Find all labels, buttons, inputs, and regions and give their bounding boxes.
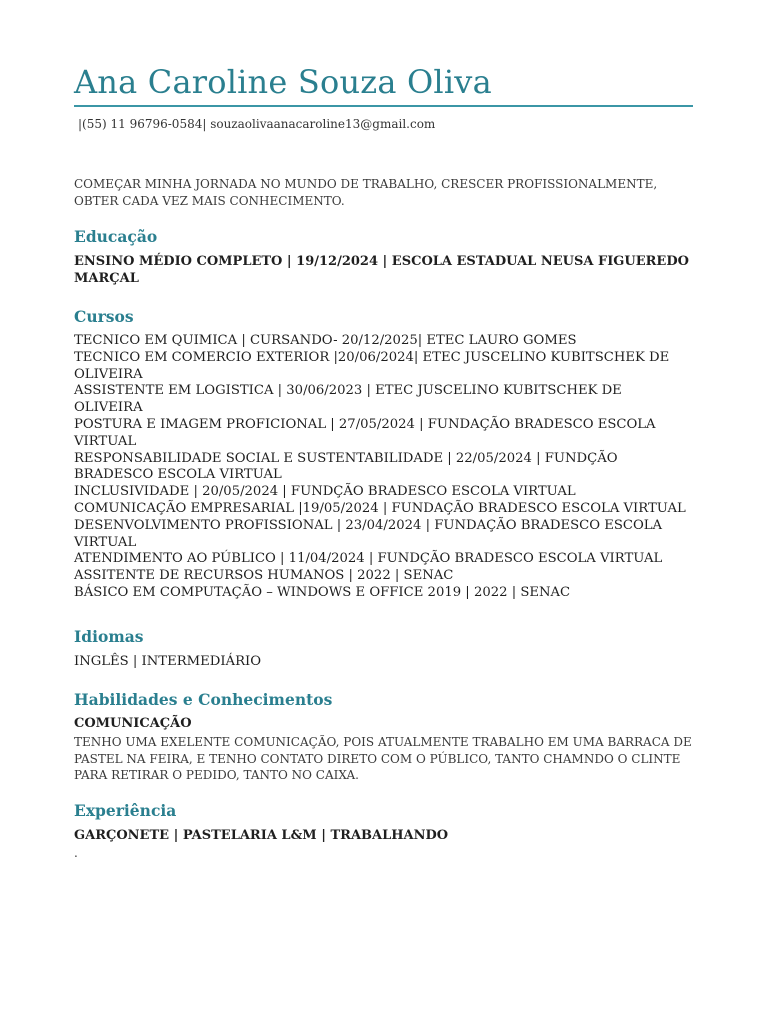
course-item: TECNICO EM QUIMICA | CURSANDO- 20/12/2025| ETEC LAURO GOMES bbox=[74, 333, 577, 348]
course-item: ATENDIMENTO AO PÚBLICO | 11/04/2024 | FUNDÇÃO BRADESCO ESCOLA VIRTUAL bbox=[74, 551, 663, 567]
objective-text: COMEÇAR MINHA JORNADA NO MUNDO DE TRABALHO, CRESCER PROFISSIONALMENTE, OBTER CADA VEZ MAIS CONHECIMENTO. bbox=[74, 177, 658, 208]
course-item: BÁSICO EM COMPUTAÇÃO – WINDOWS E OFFICE 2019 | 2022 | SENAC bbox=[74, 584, 571, 600]
experience-note: . bbox=[74, 846, 78, 860]
experience-heading: Experiência bbox=[74, 801, 177, 820]
courses-heading: Cursos bbox=[74, 307, 134, 326]
course-item: TECNICO EM COMERCIO EXTERIOR |20/06/2024| ETEC JUSCELINO KUBITSCHEK DE OLIVEIRA bbox=[74, 349, 670, 382]
course-item: POSTURA E IMAGEM PROFICIONAL | 27/05/2024 | FUNDAÇÃO BRADESCO ESCOLA VIRTUAL bbox=[74, 416, 656, 449]
course-item: ASSITENTE DE RECURSOS HUMANOS | 2022 | SENAC bbox=[74, 568, 454, 584]
course-item: COMUNICAÇÃO EMPRESARIAL |19/05/2024 | FUNDAÇÃO BRADESCO ESCOLA VIRTUAL bbox=[74, 500, 686, 516]
skills-heading: Habilidades e Conhecimentos bbox=[74, 690, 333, 709]
course-item: ASSISTENTE EM LOGISTICA | 30/06/2023 | ETEC JUSCELINO KUBITSCHEK DE OLIVEIRA bbox=[74, 383, 622, 416]
languages-heading: Idiomas bbox=[74, 627, 144, 646]
candidate-name: Ana Caroline Souza Oliva bbox=[74, 63, 492, 101]
education-entry: ENSINO MÉDIO COMPLETO | 19/12/2024 | ESCOLA ESTADUAL NEUSA FIGUEREDO MARÇAL bbox=[74, 254, 689, 286]
course-item: INCLUSIVIDADE | 20/05/2024 | FUNDÇÃO BRADESCO ESCOLA VIRTUAL bbox=[74, 484, 576, 500]
education-heading: Educação bbox=[74, 227, 158, 246]
contact-line: |(55) 11 96796-0584| souzaolivaanacaroline13@gmail.com bbox=[78, 117, 436, 131]
courses-list bbox=[74, 333, 694, 602]
name-divider bbox=[74, 105, 693, 107]
skill-description: TENHO UMA EXELENTE COMUNICAÇÃO, POIS ATUALMENTE TRABALHO EM UMA BARRACA DE PASTEL NA FEIRA, E TENHO CONTATO DIRETO COM O PÚBLICO, TANTO CHAMNDO O CLINTE PARA RETIRAR O PEDIDO, TANTO NO CAIXA. bbox=[74, 735, 692, 782]
course-item: RESPONSABILIDADE SOCIAL E SUSTENTABILIDADE | 22/05/2024 | FUNDÇÃO BRADESCO ESCOLA VIRTUAL bbox=[74, 450, 618, 483]
course-item: DESENVOLVIMENTO PROFISSIONAL | 23/04/2024 | FUNDAÇÃO BRADESCO ESCOLA VIRTUAL bbox=[74, 517, 663, 550]
skill-title: COMUNICAÇÃO bbox=[74, 716, 192, 731]
language-entry: INGLÊS | INTERMEDIÁRIO bbox=[74, 654, 262, 669]
experience-entry: GARÇONETE | PASTELARIA L&M | TRABALHANDO bbox=[74, 828, 449, 843]
